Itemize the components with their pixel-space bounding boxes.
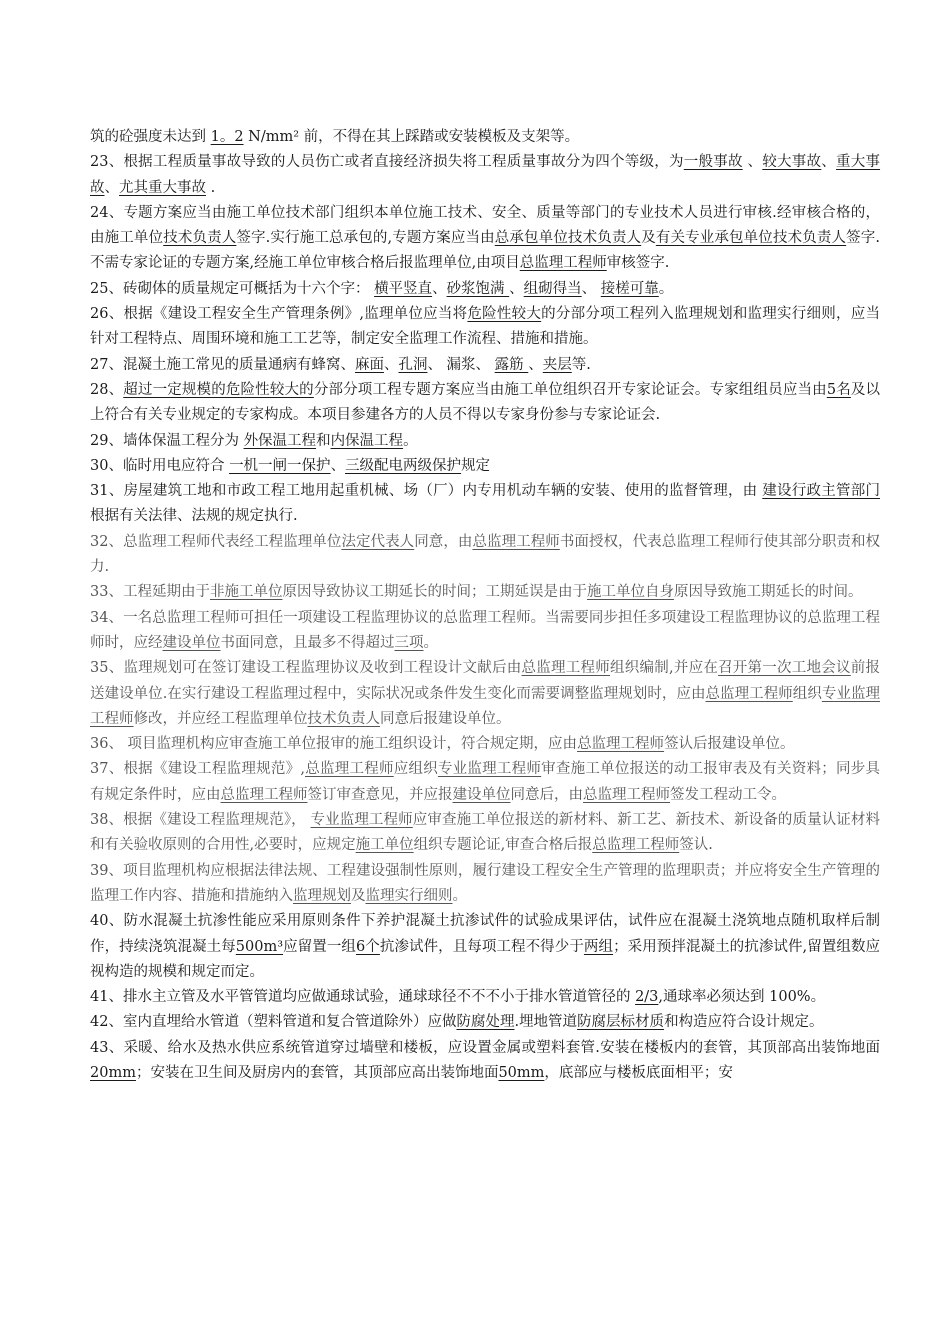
- paragraph: [90, 757, 880, 808]
- text-segment: 审核签字.: [606, 255, 670, 272]
- paragraph: [90, 732, 880, 757]
- text-segment: 原因导致协议工期延长的时间；工期延误是由于: [282, 584, 587, 601]
- underlined-answer: 露筋: [494, 356, 529, 373]
- paragraph: [90, 378, 880, 429]
- underlined-answer: 技术负责人: [163, 230, 237, 247]
- text-segment: 、: [432, 280, 447, 297]
- underlined-answer: 危险性较大: [467, 306, 542, 323]
- text-segment: 书面同意，且最多不得超过: [220, 634, 395, 651]
- text-segment: 及: [351, 887, 366, 904]
- underlined-answer: 总监理工程师: [519, 255, 607, 272]
- text-segment: 、: [528, 356, 543, 373]
- text-segment: 同意，由: [414, 533, 473, 550]
- underlined-answer: 总监理工程师: [521, 660, 610, 677]
- text-segment: 。: [423, 634, 438, 651]
- text-segment: 签认后报建设单位。: [664, 736, 795, 753]
- text-segment: 37、根据《建设工程监理规范》,: [90, 761, 305, 778]
- text-segment: ，底部应与楼板底面相平；安: [544, 1064, 733, 1081]
- underlined-answer: 施工单位: [355, 837, 414, 854]
- paragraph: [90, 1010, 880, 1035]
- text-segment: 25、砖砌体的质量规定可概括为十六个字：: [90, 280, 375, 297]
- text-segment: 、: [383, 356, 399, 373]
- text-segment: 38、根据《建设工程监理规范》，: [90, 812, 311, 829]
- underlined-answer: 总监理工程师: [577, 736, 665, 753]
- paragraph: [90, 150, 880, 201]
- underlined-answer: 总监理工程师: [705, 685, 793, 702]
- underlined-answer: 专业监理工程师: [437, 761, 542, 778]
- document-body: [90, 125, 880, 1086]
- text-segment: 、: [742, 154, 763, 171]
- text-segment: ,通球率必须达到 100%。: [658, 989, 826, 1006]
- paragraph: [90, 125, 880, 150]
- paragraph: [90, 302, 880, 353]
- text-segment: 同意后报建设单位。: [380, 710, 511, 727]
- text-segment: 组织编制,并应在: [610, 660, 719, 677]
- text-segment: 。: [658, 280, 674, 297]
- paragraph: [90, 909, 880, 985]
- paragraph: [90, 479, 880, 530]
- text-segment: 43、采暖、给水及热水供应系统管道穿过墙壁和楼板，应设置金属或塑料套管.安装在楼板内的套管，其顶部高出装饰地面: [90, 1039, 880, 1056]
- paragraph: [90, 1036, 880, 1087]
- underlined-answer: 一般事故: [683, 154, 743, 171]
- text-segment: 应审查施工单位报送的新材料、新工艺、新技术、新设备的质量认证材料和有关验收原则的合用性,必要时，应规定: [90, 812, 881, 854]
- text-segment: 及以上符合有关专业规定的专家构成。本项目参建各方的人员不得以专家身份参与专家论证会.: [90, 381, 881, 424]
- text-segment: ；安装在卫生间及厨房内的套管，其顶部应高出装饰地面: [135, 1064, 499, 1081]
- text-segment: 33、工程延期由于: [90, 584, 210, 601]
- paragraph: [90, 454, 880, 479]
- text-segment: 和构造应符合设计规定。: [664, 1014, 824, 1031]
- text-segment: 组织专题论证,审查合格后报: [413, 837, 593, 854]
- text-segment: 书面授权，代表总监理工程师行使其部分职责和权力.: [90, 533, 881, 576]
- text-segment: 和: [316, 432, 331, 449]
- paragraph: [90, 530, 880, 581]
- underlined-answer: 超过一定规模的危险性较大的: [123, 381, 314, 398]
- underlined-answer: 技术负责人: [307, 710, 380, 727]
- underlined-answer: 专业监理工程师: [310, 812, 413, 829]
- underlined-answer: 法定代表人: [341, 533, 415, 550]
- paragraph: [90, 277, 880, 302]
- underlined-answer: 外保温工程: [243, 432, 317, 449]
- text-segment: 审查施工单位报送的动工报审表及有关资料；同步具有规定条件时，应由: [90, 761, 881, 803]
- text-segment: 的分部分项工程列入监理规划和监理实行细则，应当针对工程特点、周围环境和施工工艺等，制定安全监理工作流程、措施和措施。: [90, 306, 881, 348]
- text-segment: 42、室内直埋给水管道（塑料管道和复合管道除外）应做: [90, 1014, 457, 1031]
- text-segment: 35、监理规划可在签订建设工程监理协议及收到工程设计文献后由: [90, 660, 522, 677]
- underlined-answer: 50mm: [498, 1064, 545, 1081]
- underlined-answer: 召开第一次工地会议: [718, 660, 851, 677]
- text-segment: 41、排水主立管及水平管管道均应做通球试验，通球球径不不不小于排水管道管径的: [90, 989, 636, 1006]
- text-segment: 应留置一组: [283, 938, 356, 955]
- underlined-answer: 总监理工程师: [472, 533, 560, 550]
- text-segment: 27、混凝土施工常见的质量通病有蜂窝、: [90, 356, 355, 373]
- paragraph: [90, 429, 880, 454]
- text-segment: 及: [641, 230, 656, 247]
- text-segment: 签字.实行施工总承包的,专题方案应当由: [236, 230, 495, 247]
- paragraph: [90, 656, 880, 732]
- text-segment: 同意后，由: [510, 786, 583, 803]
- paragraph: [90, 353, 880, 378]
- paragraph: [90, 606, 880, 657]
- underlined-answer: 两组: [583, 938, 614, 955]
- underlined-answer: 组砌得当: [523, 280, 582, 297]
- text-segment: 39、项目监理机构应根据法律法规、工程建设强制性原则，履行建设工程安全生产管理的监理职责；并应将安全生产管理的监理工作内容、措施和措施纳入: [90, 862, 880, 904]
- paragraph: [90, 580, 880, 605]
- text-segment: 前报送建设单位.在实行建设工程监理过程中，实际状况或条件发生变化而需要调整监理规划时，应由: [90, 660, 881, 702]
- text-segment: 26、根据《建设工程安全生产管理条例》,监理单位应当将: [90, 306, 468, 323]
- underlined-answer: 非施工单位: [209, 584, 283, 601]
- underlined-answer: 防腐层标材质: [577, 1014, 665, 1031]
- text-segment: N/mm² 前，不得在其上踩踏或安装模板及支架等。: [243, 129, 580, 145]
- text-segment: 31、房屋建筑工地和市政工程工地用起重机械、场（厂）内专用机动车辆的安装、使用的监督管理，由: [90, 483, 763, 500]
- paragraph: [90, 808, 880, 859]
- text-segment: 修改，并应经工程监理单位: [133, 710, 308, 727]
- underlined-answer: 重大事故: [90, 154, 881, 196]
- underlined-answer: 专业监理工程师: [90, 685, 881, 727]
- text-segment: 组织: [792, 685, 822, 702]
- text-segment: 签认.: [679, 837, 713, 854]
- underlined-answer: 麻面: [354, 356, 384, 373]
- text-segment: 、: [821, 154, 837, 171]
- text-segment: 分部分项工程专题方案应当由施工单位组织召开专家论证会。专家组组员应当由: [313, 381, 827, 398]
- underlined-answer: 横平竖直: [374, 280, 433, 297]
- underlined-answer: 总监理工程师: [220, 786, 308, 803]
- text-segment: ；采用预拌混凝土的抗渗试件,留置组数应视构造的规模和规定而定。: [90, 938, 881, 980]
- text-segment: 34、一名总监理工程师可担任一项建设工程监理协议的总监理工程师。当需要同步担任多项建设工程监理协议的总监理工程师时，应经: [90, 609, 880, 651]
- underlined-answer: 总监理工程师: [583, 786, 670, 803]
- underlined-answer: 监理实行细则: [365, 887, 453, 904]
- underlined-answer: 监理规划: [293, 887, 351, 904]
- underlined-answer: 有关专业承包单位技术负责人: [655, 230, 847, 247]
- underlined-answer: 尤其重大事故: [119, 179, 206, 196]
- text-segment: 29、墙体保温工程分为: [90, 432, 244, 449]
- paragraph: [90, 985, 880, 1010]
- underlined-answer: 三项: [394, 634, 424, 651]
- text-segment: 、: [104, 179, 119, 196]
- text-segment: 签字.不需专家论证的专题方案,经施工单位审核合格后报监理单位,由项目: [90, 230, 881, 272]
- text-segment: 筑的砼强度未达到: [90, 129, 211, 145]
- underlined-answer: 三级配电两级保护: [345, 457, 462, 474]
- text-segment: 原因导致施工期延长的时间。: [673, 584, 863, 601]
- text-segment: 抗渗试件，且每项工程不得少于: [379, 938, 584, 955]
- text-segment: 23、根据工程质量事故导致的人员伤亡或者直接经济损失将工程质量事故分为四个等级，为: [90, 154, 684, 171]
- text-segment: 签发工程动工令。: [670, 786, 786, 803]
- underlined-answer: 500m³: [235, 938, 284, 955]
- underlined-answer: 5名: [826, 381, 851, 398]
- underlined-answer: 建设行政主管部门: [762, 483, 881, 500]
- text-segment: 28、: [90, 381, 124, 398]
- underlined-answer: 接槎可靠: [600, 280, 659, 297]
- underlined-answer: 孔洞: [398, 356, 428, 373]
- text-segment: 40、防水混凝土抗渗性能应采用原则条件下养护混凝土抗渗试件的试验成果评估，试件应在混凝土浇筑地点随机取样后制作，持续浇筑混凝土每: [90, 913, 880, 955]
- underlined-answer: 6个: [355, 938, 380, 955]
- text-segment: 32、总监理工程师代表经工程监理单位: [90, 533, 342, 550]
- underlined-answer: 较大事故: [762, 154, 822, 171]
- underlined-answer: 20mm: [90, 1064, 136, 1081]
- underlined-answer: 砂浆饱满: [446, 280, 510, 297]
- paragraph: [90, 201, 880, 277]
- text-segment: 根据有关法律、法规的规定执行.: [90, 508, 298, 525]
- text-segment: 30、临时用电应符合: [90, 457, 230, 474]
- underlined-answer: 建设单位: [162, 634, 221, 651]
- text-segment: 、: [581, 280, 601, 297]
- underlined-answer: 内保温工程: [330, 432, 404, 449]
- underlined-answer: 1。2: [210, 129, 244, 145]
- underlined-answer: 施工单位自身: [586, 584, 674, 601]
- text-segment: 签订审查意见，并应报: [307, 786, 453, 803]
- paragraph: [90, 859, 880, 910]
- text-segment: 应组织: [393, 761, 438, 778]
- underlined-answer: 夹层: [542, 356, 572, 373]
- text-segment: .: [206, 179, 216, 196]
- text-segment: 。: [452, 887, 467, 904]
- text-segment: 、: [330, 457, 346, 474]
- underlined-answer: 总监理工程师: [304, 761, 394, 778]
- text-segment: 36、 项目监理机构应审查施工单位报审的施工组织设计，符合规定期，应由: [90, 736, 578, 753]
- text-segment: 。: [403, 432, 418, 449]
- underlined-answer: 防腐处理: [456, 1014, 515, 1031]
- text-segment: 规定: [461, 457, 491, 474]
- text-segment: 、 漏浆、: [427, 356, 495, 373]
- underlined-answer: 一机一闸一保护: [229, 457, 331, 474]
- text-segment: 等.: [571, 356, 591, 373]
- underlined-answer: 总监理工程师: [592, 837, 680, 854]
- text-segment: 、: [509, 280, 524, 297]
- underlined-answer: 总承包单位技术负责人: [494, 230, 642, 247]
- text-segment: 24、专题方案应当由施工单位技术部门组织本单位施工技术、安全、质量等部门的专业技术人员进行审核.经审核合格的，由施工单位: [90, 204, 880, 247]
- underlined-answer: 建设单位: [452, 786, 511, 803]
- text-segment: .埋地管道: [514, 1014, 578, 1031]
- underlined-answer: 2/3: [635, 989, 659, 1006]
